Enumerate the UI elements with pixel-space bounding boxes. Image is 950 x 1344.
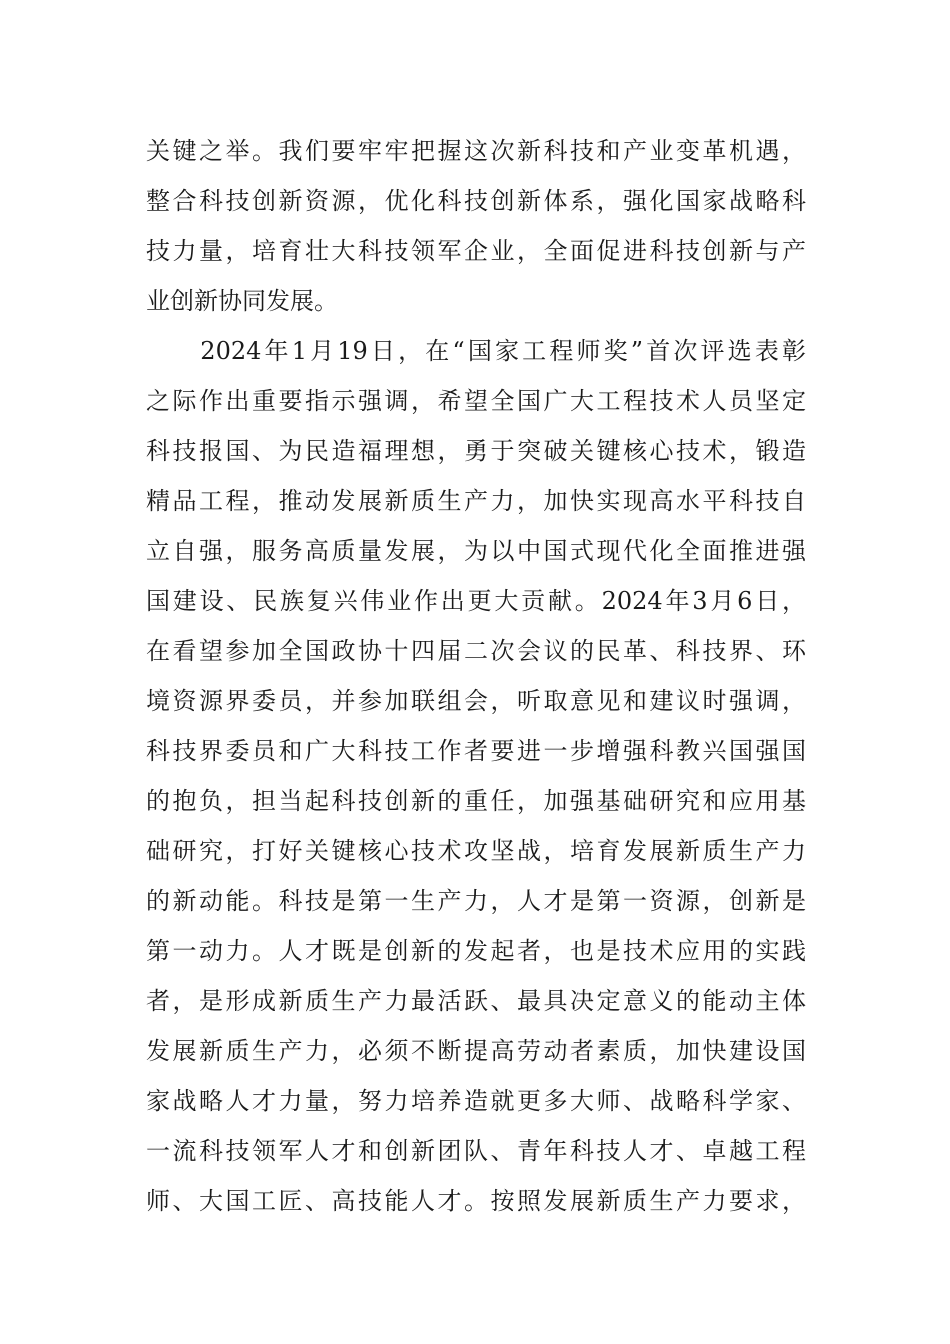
text-line: 技力量，培育壮大科技领军企业，全面促进科技创新与产: [146, 237, 806, 265]
text-line: 国建设、民族复兴伟业作出更大贡献。2024年3月6日，: [146, 587, 806, 615]
text-line: 第一动力。人才既是创新的发起者，也是技术应用的实践: [146, 937, 806, 965]
text-line: 发展新质生产力，必须不断提高劳动者素质，加快建设国: [146, 1037, 806, 1065]
text-line: 之际作出重要指示强调，希望全国广大工程技术人员坚定: [146, 387, 806, 415]
text-line: 整合科技创新资源，优化科技创新体系，强化国家战略科: [146, 187, 806, 215]
text-line: 的新动能。科技是第一生产力，人才是第一资源，创新是: [146, 887, 806, 915]
text-line: 科技报国、为民造福理想，勇于突破关键核心技术，锻造: [146, 437, 806, 465]
text-line: 家战略人才力量，努力培养造就更多大师、战略科学家、: [146, 1087, 806, 1115]
text-line: 一流科技领军人才和创新团队、青年科技人才、卓越工程: [146, 1137, 806, 1165]
text-line: 业创新协同发展。: [146, 287, 338, 315]
text-line: 2024年1月19日，在“国家工程师奖”首次评选表彰: [146, 337, 806, 365]
body-text: [146, 126, 806, 1226]
text-line: 立自强，服务高质量发展，为以中国式现代化全面推进强: [146, 537, 806, 565]
text-line: 关键之举。我们要牢牢把握这次新科技和产业变革机遇，: [146, 137, 806, 165]
text-line: 者，是形成新质生产力最活跃、最具决定意义的能动主体: [146, 987, 806, 1015]
text-line: 境资源界委员，并参加联组会，听取意见和建议时强调，: [146, 687, 806, 715]
text-line: 精品工程，推动发展新质生产力，加快实现高水平科技自: [146, 487, 806, 515]
text-line: 科技界委员和广大科技工作者要进一步增强科教兴国强国: [146, 737, 806, 765]
text-line: 的抱负，担当起科技创新的重任，加强基础研究和应用基: [146, 787, 806, 815]
text-line: 在看望参加全国政协十四届二次会议的民革、科技界、环: [146, 637, 806, 665]
text-line: 师、大国工匠、高技能人才。按照发展新质生产力要求，: [146, 1187, 806, 1215]
text-line: 础研究，打好关键核心技术攻坚战，培育发展新质生产力: [146, 837, 806, 865]
